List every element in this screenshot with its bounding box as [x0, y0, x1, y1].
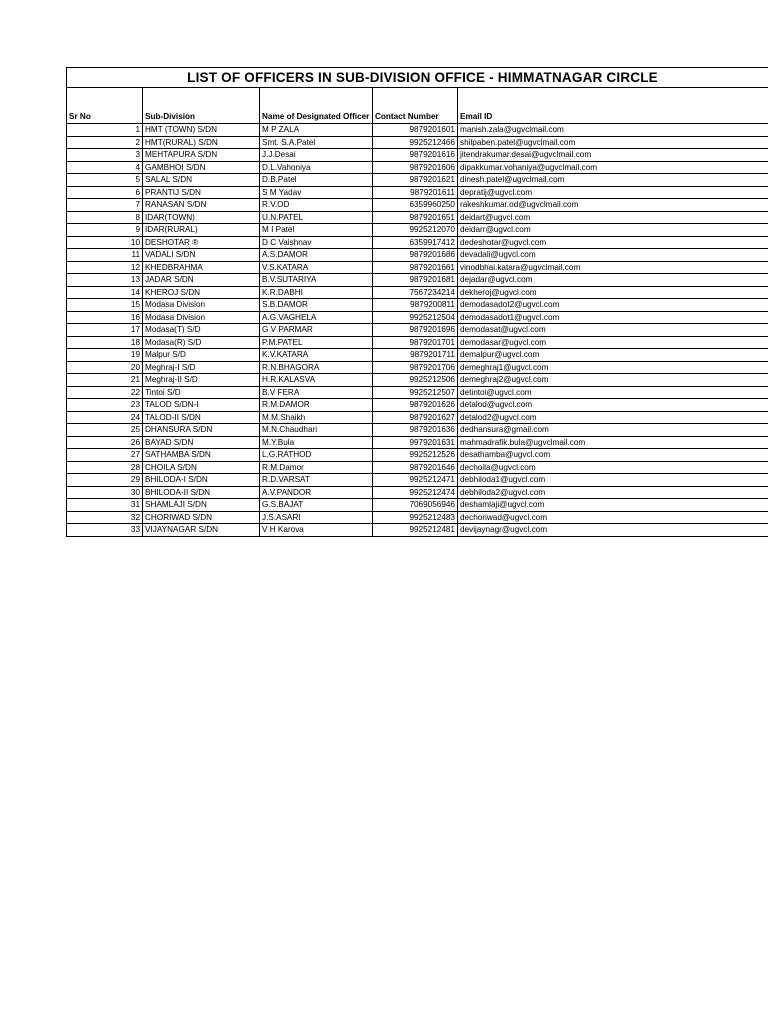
contact-number-cell: 9879201606 [373, 161, 458, 174]
officer-name-cell: R.M.DAMOR [260, 399, 373, 412]
table-row [67, 261, 768, 274]
contact-number-cell: 9925212481 [373, 524, 458, 537]
sub-division-cell: CHOILA S/DN [143, 461, 260, 474]
table-row [67, 286, 768, 299]
sub-division-cell: Meghraj-I S/D [143, 361, 260, 374]
table-row [67, 424, 768, 437]
contact-number-cell: 9879201686 [373, 249, 458, 262]
contact-number-cell: 9879201711 [373, 349, 458, 362]
contact-number-cell: 9879201651 [373, 211, 458, 224]
officer-name-cell: M.N.Chaudhari [260, 424, 373, 437]
sub-division-cell: Meghraj-II S/D [143, 374, 260, 387]
contact-number-cell: 9925212506 [373, 374, 458, 387]
table-row [67, 411, 768, 424]
contact-number-cell: 6359960250 [373, 199, 458, 212]
table-row [67, 174, 768, 187]
email-id-cell: dinesh.patel@ugvclmail.com [458, 174, 768, 187]
contact-number-cell: 9925212466 [373, 136, 458, 149]
table-row [67, 161, 768, 174]
contact-number-cell: 6359917412 [373, 236, 458, 249]
table-row [67, 149, 768, 162]
table-row [67, 474, 768, 487]
sub-division-cell: IDAR(RURAL) [143, 224, 260, 237]
sr-no-cell: 12 [67, 261, 143, 274]
sr-no-cell: 20 [67, 361, 143, 374]
sr-no-cell: 29 [67, 474, 143, 487]
email-id-cell: manish.zala@ugvclmail.com [458, 124, 768, 137]
contact-number-cell: 9879201706 [373, 361, 458, 374]
officer-name-cell: R.M.Damor [260, 461, 373, 474]
email-id-cell: devijaynagr@ugvcl.com [458, 524, 768, 537]
officers-table [66, 67, 768, 537]
sr-no-cell: 17 [67, 324, 143, 337]
table-row [67, 249, 768, 262]
contact-number-cell: 9925212471 [373, 474, 458, 487]
table-row [67, 211, 768, 224]
contact-number-cell: 9879200811 [373, 299, 458, 312]
email-id-cell: dipakkumar.vohaniya@ugvclmail.com [458, 161, 768, 174]
sr-no-cell: 33 [67, 524, 143, 537]
officer-name-cell: A.V.PANDOR [260, 486, 373, 499]
table-row [67, 436, 768, 449]
sub-division-cell: SATHAMBA S/DN [143, 449, 260, 462]
sr-no-cell: 10 [67, 236, 143, 249]
contact-number-cell: 9879201601 [373, 124, 458, 137]
table-row [67, 311, 768, 324]
sub-division-cell: CHORIWAD S/DN [143, 511, 260, 524]
header-officer-name: Name of Designated Officer [260, 88, 373, 124]
sr-no-cell: 21 [67, 374, 143, 387]
officer-name-cell: H.R.KALASVA [260, 374, 373, 387]
sr-no-cell: 4 [67, 161, 143, 174]
sr-no-cell: 1 [67, 124, 143, 137]
sr-no-cell: 19 [67, 349, 143, 362]
email-id-cell: mahmadrafik.bula@ugvclmail.com [458, 436, 768, 449]
sr-no-cell: 23 [67, 399, 143, 412]
contact-number-cell: 9925212504 [373, 311, 458, 324]
table-row [67, 399, 768, 412]
sub-division-cell: TALOD S/DN-I [143, 399, 260, 412]
officer-name-cell: M.M.Shaikh [260, 411, 373, 424]
email-id-cell: debhiloda1@ugvcl.com [458, 474, 768, 487]
officer-name-cell: A.G.VAGHELA [260, 311, 373, 324]
contact-number-cell: 9925212070 [373, 224, 458, 237]
officer-name-cell: U.N.PATEL [260, 211, 373, 224]
officer-name-cell: R.D.VARSAT [260, 474, 373, 487]
table-row [67, 224, 768, 237]
table-row [67, 461, 768, 474]
email-id-cell: deshamlaji@ugvcl.com [458, 499, 768, 512]
officer-name-cell: L.G.RATHOD [260, 449, 373, 462]
email-id-cell: devadali@ugvcl.com [458, 249, 768, 262]
contact-number-cell: 9879201616 [373, 149, 458, 162]
sr-no-cell: 15 [67, 299, 143, 312]
sr-no-cell: 14 [67, 286, 143, 299]
sr-no-cell: 30 [67, 486, 143, 499]
sr-no-cell: 24 [67, 411, 143, 424]
officer-name-cell: D.L.Vahoniya [260, 161, 373, 174]
officer-name-cell: M.Y.Bula [260, 436, 373, 449]
officer-name-cell: M I Patel [260, 224, 373, 237]
header-contact-number: Contact Number [373, 88, 458, 124]
email-id-cell: demeghraj2@ugvcl.com [458, 374, 768, 387]
officers-sheet [66, 67, 768, 537]
contact-number-cell: 9879201626 [373, 399, 458, 412]
sr-no-cell: 9 [67, 224, 143, 237]
sub-division-cell: Modasa(R) S/D [143, 336, 260, 349]
email-id-cell: dechoriwad@ugvcl.com [458, 511, 768, 524]
email-id-cell: demalpur@ugvcl.com [458, 349, 768, 362]
sub-division-cell: Modasa(T) S/D [143, 324, 260, 337]
header-sub-division: Sub-Division [143, 88, 260, 124]
sub-division-cell: DHANSURA S/DN [143, 424, 260, 437]
table-row [67, 499, 768, 512]
table-row [67, 336, 768, 349]
officer-name-cell: S.B.DAMOR [260, 299, 373, 312]
email-id-cell: demeghraj1@ugvcl.com [458, 361, 768, 374]
contact-number-cell: 9925212526 [373, 449, 458, 462]
sr-no-cell: 22 [67, 386, 143, 399]
table-row [67, 299, 768, 312]
email-id-cell: jitendrakumar.desai@ugvclmail.com [458, 149, 768, 162]
sub-division-cell: HMT(RURAL) S/DN [143, 136, 260, 149]
header-sr-no: Sr No [67, 88, 143, 124]
contact-number-cell: 9925212483 [373, 511, 458, 524]
table-row [67, 186, 768, 199]
contact-number-cell: 9879201636 [373, 424, 458, 437]
sr-no-cell: 3 [67, 149, 143, 162]
email-id-cell: dedhansura@gmail.com [458, 424, 768, 437]
table-row [67, 199, 768, 212]
email-id-cell: dejadar@ugvcl.com [458, 274, 768, 287]
email-id-cell: rakeshkumar.od@ugvclmail.com [458, 199, 768, 212]
email-id-cell: demodasadot1@ugvcl.com [458, 311, 768, 324]
table-body [67, 124, 768, 537]
email-id-cell: demodasat@ugvcl.com [458, 324, 768, 337]
table-row [67, 274, 768, 287]
sr-no-cell: 26 [67, 436, 143, 449]
officer-name-cell: P.M.PATEL [260, 336, 373, 349]
officer-name-cell: G V PARMAR [260, 324, 373, 337]
officer-name-cell: D.B.Patel [260, 174, 373, 187]
sheet-title: LIST OF OFFICERS IN SUB-DIVISION OFFICE - HIMMATNAGAR CIRCLE [67, 68, 768, 88]
officer-name-cell: D C Vaishnav [260, 236, 373, 249]
sub-division-cell: MEHTAPURA S/DN [143, 149, 260, 162]
sr-no-cell: 31 [67, 499, 143, 512]
officer-name-cell: B.V.SUTARIYA [260, 274, 373, 287]
table-row [67, 236, 768, 249]
sub-division-cell: KHEDBRAHMA [143, 261, 260, 274]
officer-name-cell: S M Yadav [260, 186, 373, 199]
sr-no-cell: 16 [67, 311, 143, 324]
email-id-cell: deidart@ugvcl.com [458, 211, 768, 224]
email-id-cell: depratij@ugvcl.com [458, 186, 768, 199]
email-id-cell: debhiloda2@ugvcl.com [458, 486, 768, 499]
header-row [67, 88, 768, 124]
sub-division-cell: BAYAD S/DN [143, 436, 260, 449]
sub-division-cell: SALAL S/DN [143, 174, 260, 187]
officer-name-cell: M P ZALA [260, 124, 373, 137]
sr-no-cell: 13 [67, 274, 143, 287]
table-row [67, 511, 768, 524]
sub-division-cell: HMT (TOWN) S/DN [143, 124, 260, 137]
sub-division-cell: Tintoi S/D [143, 386, 260, 399]
table-row [67, 449, 768, 462]
sub-division-cell: PRANTIJ S/DN [143, 186, 260, 199]
email-id-cell: dechoila@ugvcl.com [458, 461, 768, 474]
officer-name-cell: G.S.BAJAT [260, 499, 373, 512]
table-row [67, 386, 768, 399]
email-id-cell: dekheroj@ugvcl.com [458, 286, 768, 299]
sr-no-cell: 8 [67, 211, 143, 224]
sub-division-cell: VADALI S/DN [143, 249, 260, 262]
officer-name-cell: V H Karova [260, 524, 373, 537]
sr-no-cell: 25 [67, 424, 143, 437]
sub-division-cell: KHEROJ S/DN [143, 286, 260, 299]
sr-no-cell: 5 [67, 174, 143, 187]
sr-no-cell: 32 [67, 511, 143, 524]
email-id-cell: dedeshotar@ugvcl.com [458, 236, 768, 249]
header-email-id: Email ID [458, 88, 768, 124]
sub-division-cell: RANASAN S/DN [143, 199, 260, 212]
email-id-cell: vinodbhai.katara@ugvclmail.com [458, 261, 768, 274]
contact-number-cell: 9879201621 [373, 174, 458, 187]
table-row [67, 361, 768, 374]
contact-number-cell: 9879201701 [373, 336, 458, 349]
email-id-cell: detintoi@ugvcl.com [458, 386, 768, 399]
sub-division-cell: TALOD-II S/DN [143, 411, 260, 424]
email-id-cell: demodasar@ugvcl.com [458, 336, 768, 349]
table-row [67, 524, 768, 537]
email-id-cell: detalod@ugvcl.com [458, 399, 768, 412]
table-row [67, 324, 768, 337]
table-row [67, 136, 768, 149]
sr-no-cell: 2 [67, 136, 143, 149]
sr-no-cell: 11 [67, 249, 143, 262]
email-id-cell: deidarr@ugvcl.com [458, 224, 768, 237]
sr-no-cell: 7 [67, 199, 143, 212]
officer-name-cell: V.S.KATARA [260, 261, 373, 274]
officer-name-cell: Smt. S.A.Patel [260, 136, 373, 149]
table-row [67, 486, 768, 499]
contact-number-cell: 7069056946 [373, 499, 458, 512]
officer-name-cell: J.J.Desai [260, 149, 373, 162]
sub-division-cell: IDAR(TOWN) [143, 211, 260, 224]
sub-division-cell: JADAR S/DN [143, 274, 260, 287]
officer-name-cell: K.R.DABHI [260, 286, 373, 299]
sub-division-cell: Malpur S/D [143, 349, 260, 362]
table-row [67, 349, 768, 362]
sub-division-cell: BHILODA-I S/DN [143, 474, 260, 487]
table-row [67, 124, 768, 137]
officer-name-cell: R.V.OD [260, 199, 373, 212]
contact-number-cell: 7567234214 [373, 286, 458, 299]
contact-number-cell: 9879201681 [373, 274, 458, 287]
email-id-cell: desathamba@ugvcl.com [458, 449, 768, 462]
contact-number-cell: 9879201661 [373, 261, 458, 274]
officer-name-cell: R.N.BHAGORA [260, 361, 373, 374]
contact-number-cell: 9925212474 [373, 486, 458, 499]
sub-division-cell: VIJAYNAGAR S/DN [143, 524, 260, 537]
email-id-cell: shilpaben.patel@ugvclmail.com [458, 136, 768, 149]
sr-no-cell: 27 [67, 449, 143, 462]
contact-number-cell: 9879201646 [373, 461, 458, 474]
email-id-cell: demodasadot2@ugvcl.com [458, 299, 768, 312]
contact-number-cell: 9879201627 [373, 411, 458, 424]
contact-number-cell: 9925212507 [373, 386, 458, 399]
sr-no-cell: 6 [67, 186, 143, 199]
sub-division-cell: DESHOTAR ® [143, 236, 260, 249]
sub-division-cell: Modasa Division [143, 311, 260, 324]
sub-division-cell: BHILODA-II S/DN [143, 486, 260, 499]
sub-division-cell: Modasa Division [143, 299, 260, 312]
officer-name-cell: A.S.DAMOR [260, 249, 373, 262]
officer-name-cell: K.V.KATARA [260, 349, 373, 362]
sr-no-cell: 28 [67, 461, 143, 474]
contact-number-cell: 9979201631 [373, 436, 458, 449]
sub-division-cell: GAMBHOI S/DN [143, 161, 260, 174]
contact-number-cell: 9879201611 [373, 186, 458, 199]
sr-no-cell: 18 [67, 336, 143, 349]
sub-division-cell: SHAMLAJI S/DN [143, 499, 260, 512]
officer-name-cell: B.V FERA [260, 386, 373, 399]
title-row [67, 68, 768, 88]
contact-number-cell: 9879201696 [373, 324, 458, 337]
officer-name-cell: J.S.ASARI [260, 511, 373, 524]
email-id-cell: detalod2@ugvcl.com [458, 411, 768, 424]
table-row [67, 374, 768, 387]
